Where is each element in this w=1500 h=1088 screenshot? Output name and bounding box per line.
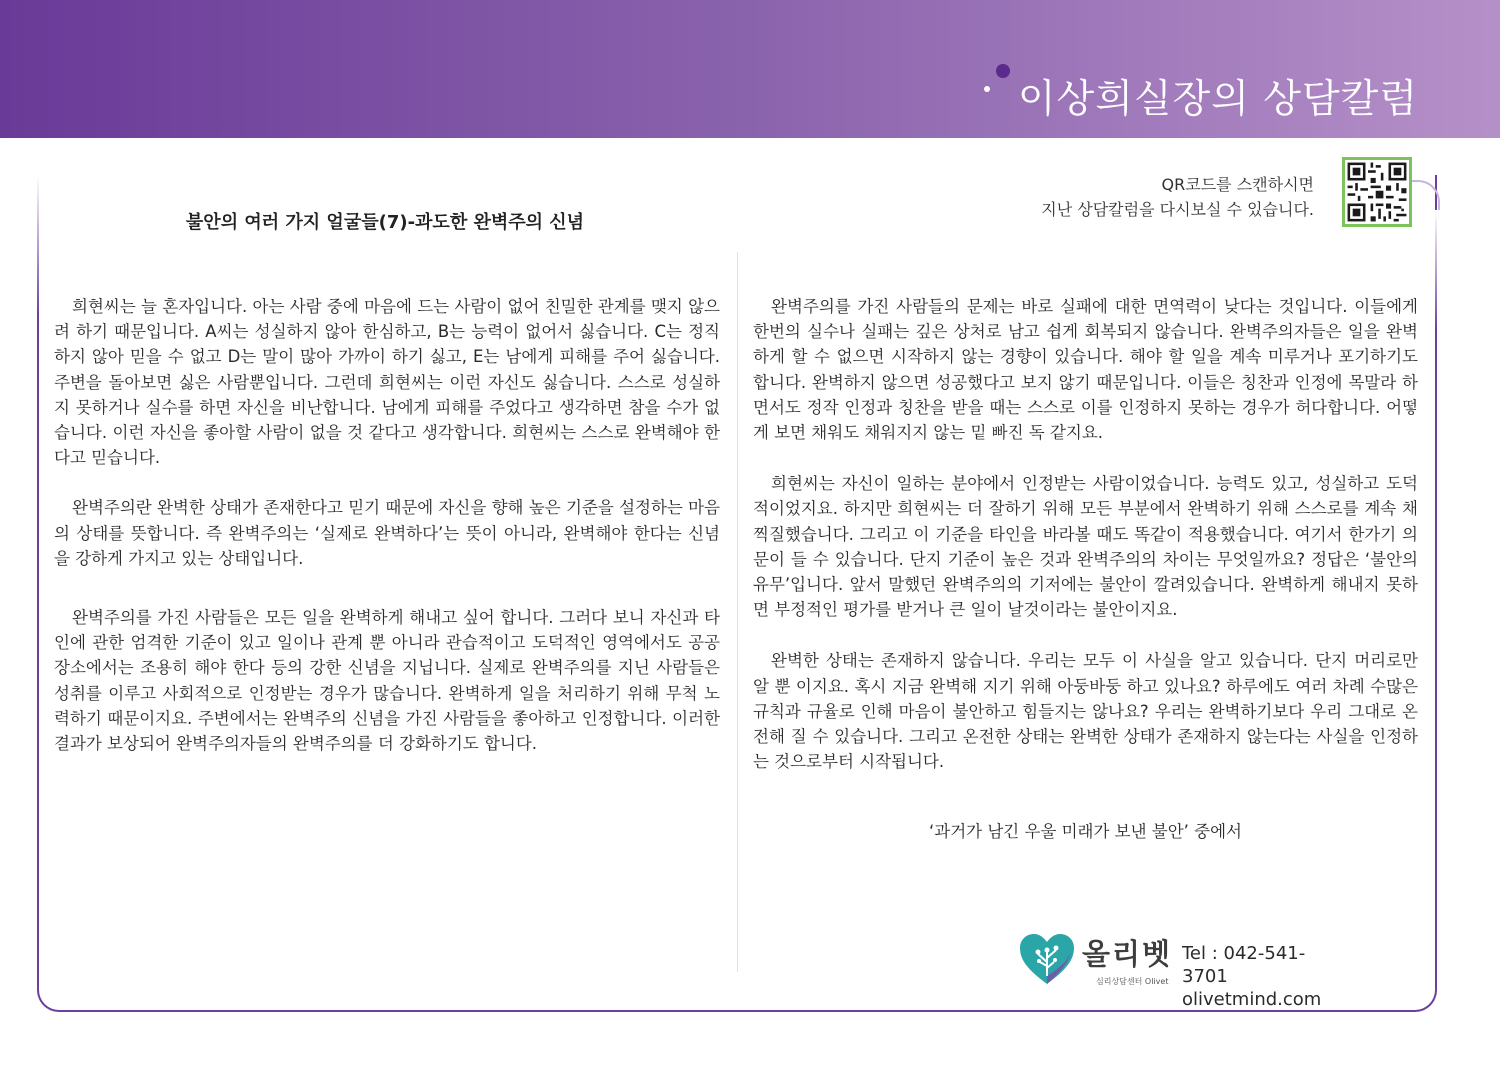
frame-fade [1432, 210, 1440, 330]
bullet-dot-small-icon [984, 86, 990, 92]
contact-info [1182, 942, 1348, 1011]
footer-branding [1018, 930, 1348, 1010]
paragraph: 희현씨는 자신이 일하는 분야에서 인정받는 사람이었습니다. 능력도 있고, 성실하고 도덕적이었지요. 하지만 희현씨는 더 잘하기 위해 모든 부분에서 완벽하기 위해 스스로를 계속 채찍질했습니다. 그리고 이 기준을 타인을 바라볼 때도 똑같이 적용했습니다. 여기서 한가기 의문이 들 수 있습니다. 단지 기준이 높은 것과 완벽주의의 차이는 무엇일까요? 정답은 ‘불안의 유무’입니다. 앞서 말했던 완벽주의의 기저에는 불안이 깔려있습니다. 완벽하게 해내지 못하면 부정적인 평가를 받거나 큰 일이 날것이라는 불안이지요. [753, 474, 1418, 620]
qr-note-line: QR코드를 스캔하시면 [1161, 175, 1314, 194]
website-link[interactable]: olivetmind.com [1182, 989, 1322, 1010]
logo-subtitle: 심리상담센터 Olivet [1096, 977, 1169, 986]
column-series-title: 이상희실장의 상담칼럼 [1018, 68, 1418, 124]
paragraph: 완벽주의란 완벽한 상태가 존재한다고 믿기 때문에 자신을 향해 높은 기준을 설정하는 마음의 상태를 뜻합니다. 즉 완벽주의는 ‘실제로 완벽하다’는 뜻이 아니라, 완벽해야 한다는 신념을 강하게 가지고 있는 상태입니다. [54, 498, 720, 568]
qr-instruction [1041, 172, 1314, 222]
qr-pattern [1345, 160, 1409, 224]
logo-name: 올리벳 [1082, 937, 1173, 971]
olivet-heart-logo-icon [1018, 932, 1076, 986]
qr-code-icon[interactable] [1342, 157, 1412, 227]
bullet-dot-icon [996, 64, 1010, 78]
paragraph: 완벽주의를 가진 사람들은 모든 일을 완벽하게 해내고 싶어 합니다. 그러다 보니 자신과 타인에 관한 엄격한 기준이 있고 일이나 관계 뿐 아니라 관습적이고 도덕적인 영역에서도 공공장소에서는 조용히 해야 한다 등의 강한 신념을 지닙니다. 실제로 완벽주의를 지닌 사람들은 성취를 이루고 사회적으로 인정받는 경우가 많습니다. 완벽하게 일을 처리하기 위해 무척 노력하기 때문이지요. 주변에서는 완벽주의 신념을 가진 사람들을 좋아하고 인정합니다. 이러한 결과가 보상되어 완벽주의자들의 완벽주의를 더 강화하기도 합니다. [54, 608, 720, 754]
paragraph: 완벽한 상태는 존재하지 않습니다. 우리는 모두 이 사실을 알고 있습니다. 단지 머리로만 알 뿐 이지요. 혹시 지금 완벽해 지기 위해 아둥바둥 하고 있나요? 하루에도 여러 차례 수많은 규칙과 규율로 인해 마음이 불안하고 힘들지는 않나요? 우리는 완벽하기보다 우리 그대로 온전해 질 수 있습니다. 그리고 온전한 상태는 완벽한 상태가 존재하지 않는다는 사실을 인정하는 것으로부터 시작됩니다. [753, 651, 1418, 772]
column-divider [737, 252, 738, 972]
qr-note-line: 지난 상담칼럼을 다시보실 수 있습니다. [1041, 200, 1314, 219]
source-quote: ‘과거가 남긴 우울 미래가 보낸 불안’ 중에서 [929, 822, 1242, 841]
article-title: 불안의 여러 가지 얼굴들(7)-과도한 완벽주의 신념 [185, 212, 585, 233]
article-column-right [753, 294, 1418, 774]
frame-fade [34, 175, 42, 315]
paragraph: 희현씨는 늘 혼자입니다. 아는 사람 중에 마음에 드는 사람이 없어 친밀한 관계를 맺지 않으려 하기 때문입니다. A씨는 성실하지 않아 한심하고, B는 능력이 없어서 싫습니다. C는 정직하지 않아 믿을 수 없고 D는 말이 많아 가까이 하기 싫고, E는 남에게 피해를 주어 싫습니다. 주변을 돌아보면 싫은 사람뿐입니다. 그런데 희현씨는 이런 자신도 싫습니다. 스스로 성실하지 못하거나 실수를 하면 자신을 비난합니다. 남에게 피해를 주었다고 생각하면 참을 수가 없습니다. 이런 자신을 좋아할 사람이 없을 것 같다고 생각합니다. 희현씨는 스스로 완벽해야 한다고 믿습니다. [54, 297, 720, 468]
paragraph: 완벽주의를 가진 사람들의 문제는 바로 실패에 대한 면역력이 낮다는 것입니다. 이들에게 한번의 실수나 실패는 깊은 상처로 남고 쉽게 회복되지 않습니다. 완벽주의자들은 일을 완벽하게 할 수 없으면 시작하지 않는 경향이 있습니다. 해야 할 일을 계속 미루거나 포기하기도 합니다. 완벽하지 않으면 성공했다고 보지 않기 때문입니다. 이들은 칭찬과 인정에 목말라 하면서도 정작 인정과 칭찬을 받을 때는 스스로 이를 인정하지 못하는 경우가 허다합니다. 어떻게 보면 채워도 채워지지 않는 밑 빠진 독 같지요. [753, 297, 1418, 443]
phone-number[interactable]: Tel : 042-541-3701 [1182, 943, 1306, 987]
article-column-left [54, 294, 720, 756]
header-banner [0, 0, 1500, 138]
